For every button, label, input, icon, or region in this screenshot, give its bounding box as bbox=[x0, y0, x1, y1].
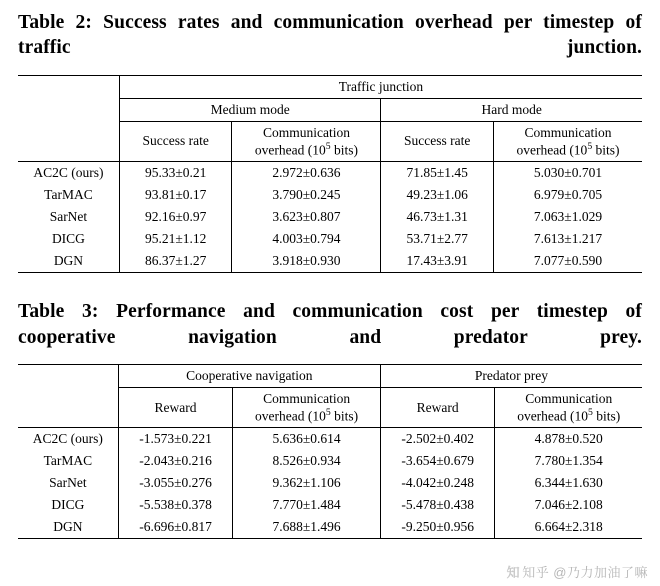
col-line2-text: overhead (10 bbox=[254, 142, 326, 158]
table3-row4-c1: 7.688±1.496 bbox=[233, 516, 381, 539]
empty-cell bbox=[18, 121, 119, 162]
table-header-row-cols bbox=[18, 121, 642, 162]
col-line2 bbox=[240, 407, 373, 425]
col-line2 bbox=[239, 141, 373, 159]
col-exp: 5 bbox=[588, 406, 593, 418]
table-row bbox=[18, 250, 642, 273]
table2-row4-c1: 3.918±0.930 bbox=[232, 250, 381, 273]
table2-group-hard: Hard mode bbox=[381, 98, 642, 121]
corner-cell bbox=[18, 364, 118, 387]
col-tail: bits) bbox=[330, 408, 359, 424]
col-line1: Communication bbox=[524, 124, 612, 140]
table2-row4-c2: 17.43±3.91 bbox=[381, 250, 494, 273]
section-spacer bbox=[18, 277, 642, 299]
table3-row3-c0: -5.538±0.378 bbox=[118, 494, 233, 516]
table-row bbox=[18, 206, 642, 228]
table-header-row-cols bbox=[18, 387, 642, 428]
table3-row0-c3: 4.878±0.520 bbox=[495, 428, 642, 451]
table2-row3-label: DICG bbox=[51, 231, 85, 247]
table3-row3-c1: 7.770±1.484 bbox=[233, 494, 381, 516]
table2-row1-c1: 3.790±0.245 bbox=[232, 184, 381, 206]
table3-row0-c1: 5.636±0.614 bbox=[233, 428, 381, 451]
empty-cell bbox=[18, 387, 118, 428]
col-line2 bbox=[501, 141, 635, 159]
corner-cell bbox=[18, 75, 119, 98]
table2-row0-c2: 71.85±1.45 bbox=[381, 162, 494, 185]
table-row bbox=[18, 184, 642, 206]
table3-row3-label: DICG bbox=[51, 497, 85, 513]
table3-col-reward-coopnav: Reward bbox=[118, 387, 233, 428]
table2-supergroup: Traffic junction bbox=[119, 75, 642, 98]
col-tail: bits) bbox=[330, 142, 358, 158]
table3-group-coopnav: Cooperative navigation bbox=[118, 364, 380, 387]
table2-row0-c3: 5.030±0.701 bbox=[494, 162, 642, 185]
table3-row1-c0: -2.043±0.216 bbox=[118, 450, 233, 472]
table2 bbox=[18, 75, 642, 274]
col-line2 bbox=[502, 407, 635, 425]
empty-cell bbox=[18, 98, 119, 121]
table-header-row-groups bbox=[18, 98, 642, 121]
table2-row0-c1: 2.972±0.636 bbox=[232, 162, 381, 185]
table2-col-success-medium: Success rate bbox=[119, 121, 232, 162]
watermark bbox=[507, 562, 648, 581]
table3-row4-c2: -9.250±0.956 bbox=[380, 516, 495, 539]
table3-col-comm-predprey bbox=[495, 387, 642, 428]
table2-row1-c2: 49.23±1.06 bbox=[381, 184, 494, 206]
table2-col-success-hard: Success rate bbox=[381, 121, 494, 162]
table2-col-comm-medium bbox=[232, 121, 381, 162]
col-line2-text: overhead (10 bbox=[255, 408, 326, 424]
table-row bbox=[18, 494, 642, 516]
table2-row3-c2: 53.71±2.77 bbox=[381, 228, 494, 250]
table3-col-comm-coopnav bbox=[233, 387, 381, 428]
table3-row2-label: SarNet bbox=[49, 475, 87, 491]
watermark-text: 知乎 @乃力加油了嘛 bbox=[522, 565, 648, 580]
col-exp: 5 bbox=[325, 140, 331, 152]
table2-row2-c1: 3.623±0.807 bbox=[232, 206, 381, 228]
table3-row4-label: DGN bbox=[18, 516, 118, 539]
col-line1: Communication bbox=[262, 124, 350, 140]
table-row bbox=[18, 162, 642, 185]
table2-row1-label: TarMAC bbox=[44, 187, 93, 203]
table-row bbox=[18, 516, 642, 539]
table2-row3-c3: 7.613±1.217 bbox=[494, 228, 642, 250]
table2-row1-c0: 93.81±0.17 bbox=[119, 184, 232, 206]
table2-row4-c0: 86.37±1.27 bbox=[119, 250, 232, 273]
table3-row1-label: TarMAC bbox=[43, 453, 93, 469]
col-tail: bits) bbox=[592, 142, 620, 158]
table3-row2-c2: -4.042±0.248 bbox=[380, 472, 495, 494]
table3-row3-c2: -5.478±0.438 bbox=[380, 494, 495, 516]
table2-row3-c1: 4.003±0.794 bbox=[232, 228, 381, 250]
table3-group-predprey: Predator prey bbox=[380, 364, 642, 387]
table3-caption: Table 3: Performance and communication cost per timestep of cooperative navigation and predator prey. bbox=[18, 301, 642, 348]
col-line2-text: overhead (10 bbox=[516, 142, 588, 158]
table3-row4-c3: 6.664±2.318 bbox=[495, 516, 642, 539]
table2-row4-label: DGN bbox=[18, 250, 119, 273]
table2-row1-c3: 6.979±0.705 bbox=[494, 184, 642, 206]
table2-row4-c3: 7.077±0.590 bbox=[494, 250, 642, 273]
table2-row2-c0: 92.16±0.97 bbox=[119, 206, 232, 228]
table3-row1-c3: 7.780±1.354 bbox=[495, 450, 642, 472]
table3-row0-label: AC2C (ours) bbox=[32, 431, 103, 447]
col-line2-text: overhead (10 bbox=[517, 408, 589, 424]
table-header-row-groups bbox=[18, 364, 642, 387]
table2-col-comm-hard bbox=[494, 121, 642, 162]
table3-row0-c0: -1.573±0.221 bbox=[118, 428, 233, 451]
table2-caption: Table 2: Success rates and communication overhead per timestep of traffic junction. bbox=[18, 12, 642, 59]
table3-row2-c3: 6.344±1.630 bbox=[495, 472, 642, 494]
table3-col-reward-predprey: Reward bbox=[380, 387, 495, 428]
table3-row2-c1: 9.362±1.106 bbox=[233, 472, 381, 494]
col-exp: 5 bbox=[587, 140, 593, 152]
col-exp: 5 bbox=[325, 406, 331, 418]
table-row bbox=[18, 428, 642, 451]
table2-group-medium: Medium mode bbox=[119, 98, 381, 121]
table2-row0-c0: 95.33±0.21 bbox=[119, 162, 232, 185]
table3-row1-c1: 8.526±0.934 bbox=[233, 450, 381, 472]
table3-row2-c0: -3.055±0.276 bbox=[118, 472, 233, 494]
col-line1: Communication bbox=[263, 390, 351, 406]
table3-row3-c3: 7.046±2.108 bbox=[495, 494, 642, 516]
table2-row3-c0: 95.21±1.12 bbox=[119, 228, 232, 250]
table-header-row-super bbox=[18, 75, 642, 98]
table-row bbox=[18, 228, 642, 250]
table3-row0-c2: -2.502±0.402 bbox=[380, 428, 495, 451]
col-line1: Communication bbox=[525, 390, 613, 406]
table3-row4-c0: -6.696±0.817 bbox=[118, 516, 233, 539]
table3-row1-c2: -3.654±0.679 bbox=[380, 450, 495, 472]
table3 bbox=[18, 364, 642, 540]
table2-row2-label: SarNet bbox=[49, 209, 88, 225]
col-tail: bits) bbox=[592, 408, 621, 424]
table2-row0-label: AC2C (ours) bbox=[33, 165, 104, 181]
table-row bbox=[18, 450, 642, 472]
zhihu-logo-icon: 知 bbox=[506, 565, 521, 580]
table3-wrapper bbox=[18, 364, 642, 540]
table2-row2-c2: 46.73±1.31 bbox=[381, 206, 494, 228]
table-row bbox=[18, 472, 642, 494]
table2-row2-c3: 7.063±1.029 bbox=[494, 206, 642, 228]
table2-wrapper bbox=[18, 75, 642, 274]
